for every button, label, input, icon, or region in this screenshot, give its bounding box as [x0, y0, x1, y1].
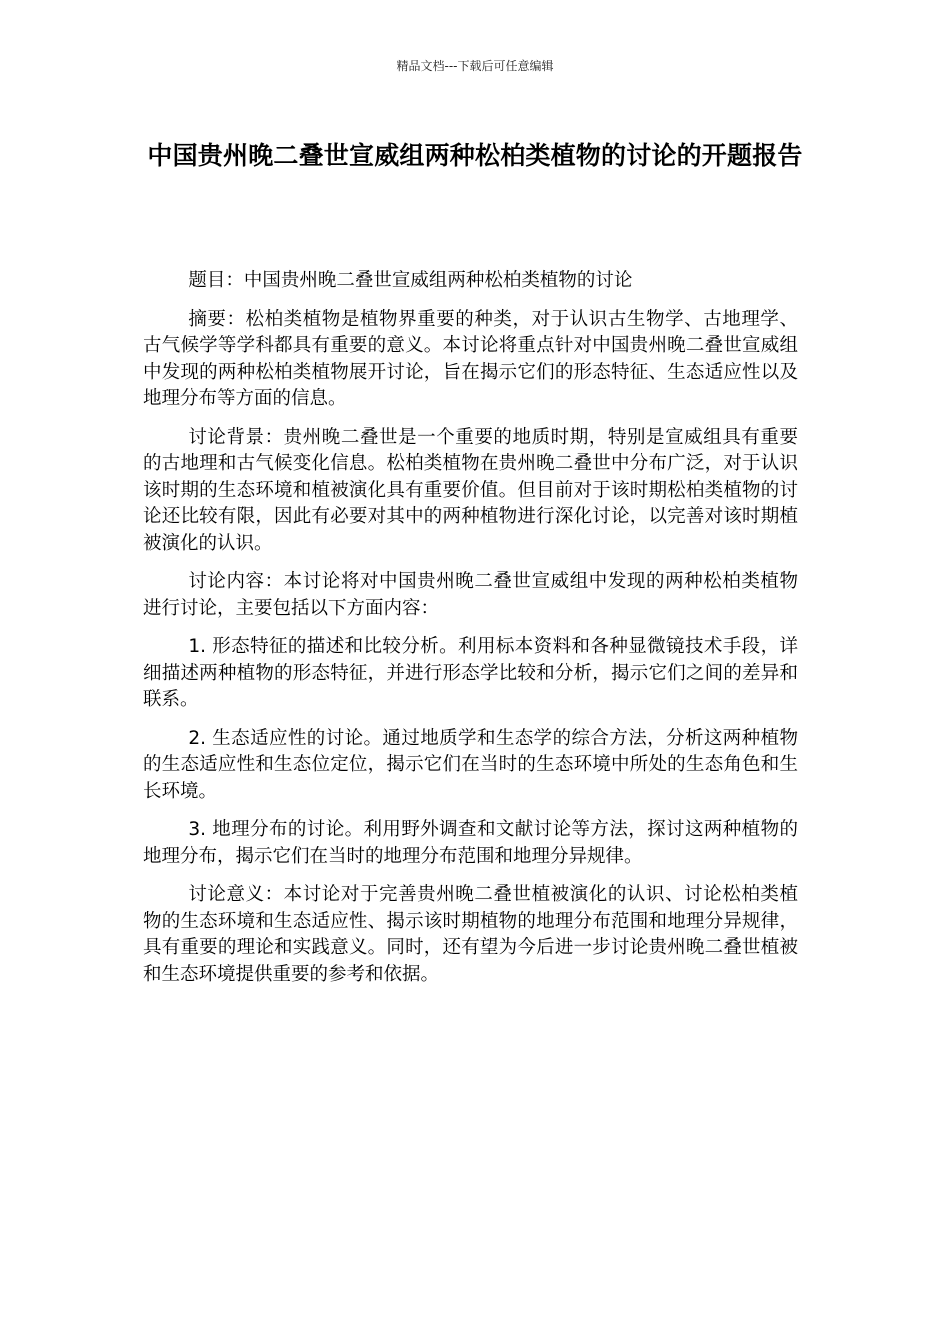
paragraph-content: 讨论内容：本讨论将对中国贵州晚二叠世宣威组中发现的两种松柏类植物进行讨论，主要包括以下方面内容：: [143, 571, 798, 619]
paragraph-significance: 讨论意义：本讨论对于完善贵州晚二叠世植被演化的认识、讨论松柏类植物的生态环境和生态适应性、揭示该时期植物的地理分布范围和地理分异规律，具有重要的理论和实践意义。同时，还有望为今后进一步讨论贵州晚二叠世植被和生态环境提供重要的参考和依据。: [143, 884, 798, 985]
list-item-ecology: 2. 生态适应性的讨论。通过地质学和生态学的综合方法，分析这两种植物的生态适应性和生态位定位，揭示它们在当时的生态环境中所处的生态角色和生长环境。: [143, 727, 798, 802]
paragraph-background: 讨论背景：贵州晚二叠世是一个重要的地质时期，特别是宣威组具有重要的古地理和古气候变化信息。松柏类植物在贵州晚二叠世中分布广泛，对于认识该时期的生态环境和植被演化具有重要价值。但目前对于该时期松柏类植物的讨论还比较有限，因此有必要对其中的两种植物进行深化讨论，以完善对该时期植被演化的认识。: [143, 426, 798, 554]
document-body: [143, 268, 798, 1000]
list-item-distribution: 3. 地理分布的讨论。利用野外调查和文献讨论等方法，探讨这两种植物的地理分布，揭示它们在当时的地理分布范围和地理分异规律。: [143, 819, 798, 867]
list-item-morphology: 1. 形态特征的描述和比较分析。利用标本资料和各种显微镜技术手段，详细描述两种植物的形态特征，并进行形态学比较和分析，揭示它们之间的差异和联系。: [143, 636, 798, 710]
header-note: 精品文档---下载后可任意编辑: [396, 59, 554, 73]
paragraph-abstract: 摘要：松柏类植物是植物界重要的种类，对于认识古生物学、古地理学、古气候学等学科都具有重要的意义。本讨论将重点针对中国贵州晚二叠世宣威组中发现的两种松柏类植物展开讨论，旨在揭示它们的形态特征、生态适应性以及地理分布等方面的信息。: [143, 308, 798, 409]
document-title: 中国贵州晚二叠世宣威组两种松柏类植物的讨论的开题报告: [147, 141, 803, 170]
paragraph-topic: 题目：中国贵州晚二叠世宣威组两种松柏类植物的讨论: [188, 270, 633, 291]
